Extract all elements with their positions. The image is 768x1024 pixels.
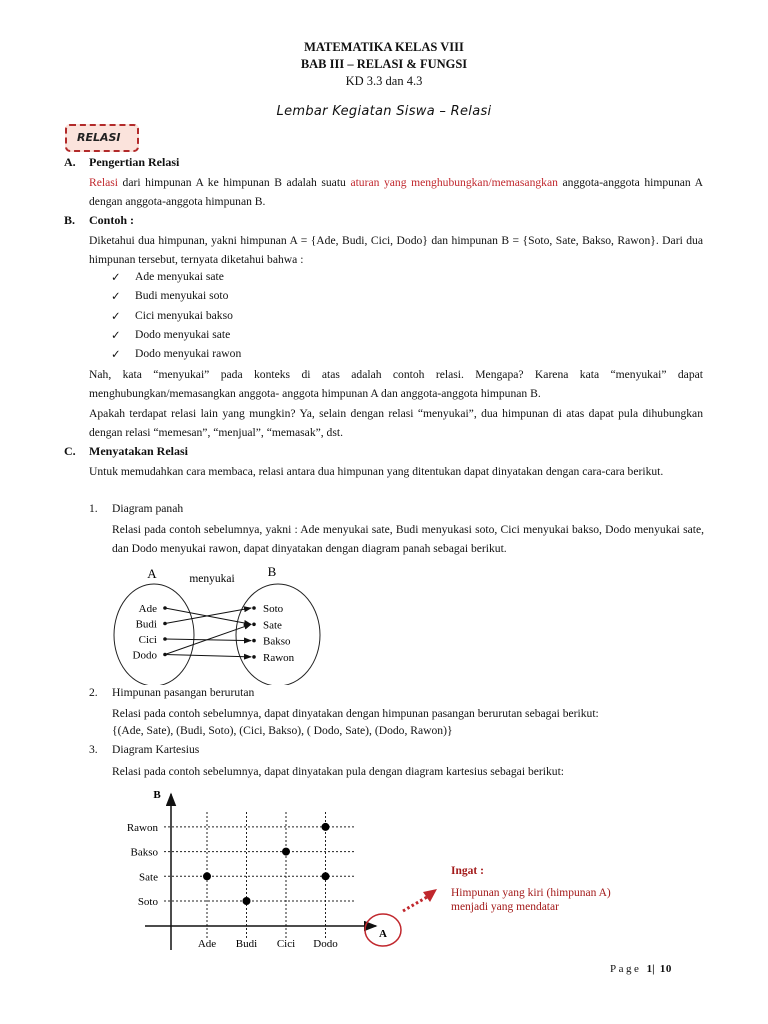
page-footer: Page 1| 10 — [610, 963, 672, 975]
section-b-para2: Apakah terdapat relasi lain yang mungkin? Ya, selain dengan relasi “menyukai”, dua himpunan di atas dapat pula dihubungkan dengan relasi “memesan”, “menjual”, “memasak”, dst. — [89, 407, 703, 440]
data-point — [203, 872, 211, 880]
set-b-element: Soto — [263, 603, 284, 615]
item-2-number: 2. — [89, 686, 98, 699]
note-heading: Ingat : — [451, 865, 484, 877]
section-b-intro: Diketahui dua himpunan, yakni himpunan A = {Ade, Budi, Cici, Dodo} dan himpunan B = {Soto, Sate, Bakso, Rawon}. Dari dua himpunan tersebut, ternyata diketahui bahwa : — [89, 234, 703, 267]
fact-item: Budi menyukai soto — [135, 289, 229, 303]
note-pointer-dots — [403, 897, 427, 911]
set-a-element: Budi — [135, 618, 157, 631]
section-c-title: Menyatakan Relasi — [89, 444, 188, 458]
set-b-dot — [252, 655, 256, 659]
page-total: 10 — [659, 963, 672, 975]
section-a-letter: A. — [64, 155, 76, 169]
set-b-dot — [252, 639, 256, 643]
note-pointer-arrowhead — [423, 889, 437, 902]
y-tick-label: Rawon — [126, 821, 158, 834]
item-2-title: Himpunan pasangan berurutan — [112, 686, 255, 699]
check-icon: ✓ — [111, 290, 121, 304]
y-tick-label: Bakso — [130, 846, 158, 859]
set-b-dot — [252, 606, 256, 610]
relation-label: menyukai — [189, 573, 235, 585]
set-a-element: Dodo — [132, 649, 157, 662]
section-b-title: Contoh : — [89, 213, 135, 227]
note-line2: menjadi yang mendatar — [451, 901, 559, 913]
item-1-number: 1. — [89, 502, 98, 515]
x-tick-label: Ade — [197, 938, 217, 950]
set-a-element: Cici — [138, 634, 157, 646]
data-point — [322, 823, 330, 831]
term-rule: aturan yang menghubungkan/memasangkan — [350, 176, 558, 189]
x-axis-label: A — [379, 928, 387, 940]
definition-text: dari himpunan A ke himpunan B adalah suatu — [117, 176, 351, 189]
kd-label: KD 3.3 dan 4.3 — [345, 74, 423, 88]
set-b-dot — [252, 623, 256, 627]
y-tick-label: Soto — [137, 896, 158, 908]
data-point — [282, 848, 290, 856]
arrow-diagram — [100, 555, 340, 685]
fact-item: Cici menyukai bakso — [135, 308, 233, 322]
chapter-title: BAB III – RELASI & FUNGSI — [300, 57, 468, 71]
set-b-ellipse — [236, 584, 320, 685]
page-number: 1 — [646, 963, 653, 975]
ordered-pairs: {(Ade, Sate), (Budi, Soto), (Cici, Bakso), ( Dodo, Sate), (Dodo, Rawon)} — [112, 724, 453, 737]
y-axis-label: B — [153, 789, 161, 801]
set-b-label: B — [267, 564, 277, 579]
section-c-intro: Untuk memudahkan cara membaca, relasi antara dua himpunan yang ditentukan dapat dinyatakan dengan cara-cara berikut. — [89, 465, 664, 478]
section-b-letter: B. — [64, 213, 76, 227]
item-3-desc: Relasi pada contoh sebelumnya, dapat dinyatakan pula dengan diagram kartesius sebagai berikut: — [112, 765, 565, 778]
data-point — [322, 872, 330, 880]
section-b-para1: Nah, kata “menyukai” pada konteks di atas adalah contoh relasi. Mengapa? Karena kata “menyukai” dapat menghubungkan/memasangkan anggota- anggota himpunan A dan anggota-anggota himpunan B. — [89, 368, 703, 401]
set-a-element: Ade — [138, 603, 157, 615]
fact-item: Ade menyukai sate — [135, 270, 224, 283]
set-b-element: Bakso — [263, 635, 291, 648]
item-1-desc: Relasi pada contoh sebelumnya, yakni : Ade menyukai sate, Budi menyukasi soto, Cici menyukai bakso, Dodo menyukai sate, dan Dodo menyukai rawon, dapat dinyatakan dengan diagram panah sebagai berikut. — [112, 523, 704, 556]
item-3-number: 3. — [89, 743, 98, 756]
definition-end: anggota-anggota himpunan A dengan anggota-anggota himpunan B. — [89, 176, 704, 209]
x-tick-label: Cici — [276, 938, 296, 950]
item-1-title: Diagram panah — [112, 502, 184, 515]
fact-item: Dodo menyukai sate — [135, 327, 231, 341]
data-point — [243, 897, 251, 905]
page-word: Page — [610, 963, 642, 975]
x-tick-label: Budi — [235, 938, 258, 950]
check-icon: ✓ — [111, 309, 121, 323]
section-c-letter: C. — [64, 444, 76, 458]
x-tick-label: Dodo — [313, 938, 338, 950]
set-a-label: A — [147, 566, 157, 581]
check-icon: ✓ — [111, 271, 121, 284]
set-b-element: Sate — [263, 619, 282, 632]
term-relasi: Relasi — [89, 176, 118, 189]
item-2-desc: Relasi pada contoh sebelumnya, dapat dinyatakan dengan himpunan pasangan berurutan sebagai berikut: — [112, 707, 599, 720]
relation-arrow — [165, 655, 251, 657]
worksheet-subtitle: Lembar Kegiatan Siswa – Relasi — [276, 104, 492, 119]
set-b-element: Rawon — [263, 651, 295, 664]
check-icon: ✓ — [111, 328, 121, 342]
relasi-badge — [65, 124, 139, 152]
cartesian-diagram — [100, 780, 440, 960]
badge-label: RELASI — [77, 131, 121, 144]
fact-item: Dodo menyukai rawon — [135, 347, 242, 361]
y-tick-label: Sate — [139, 871, 158, 884]
section-a-title: Pengertian Relasi — [89, 155, 180, 169]
doc-title: MATEMATIKA KELAS VIII — [304, 40, 464, 54]
note-line1: Himpunan yang kiri (himpunan A) — [451, 887, 611, 899]
check-icon: ✓ — [111, 348, 121, 362]
section-a-definition — [89, 173, 703, 212]
item-3-title: Diagram Kartesius — [112, 743, 200, 756]
